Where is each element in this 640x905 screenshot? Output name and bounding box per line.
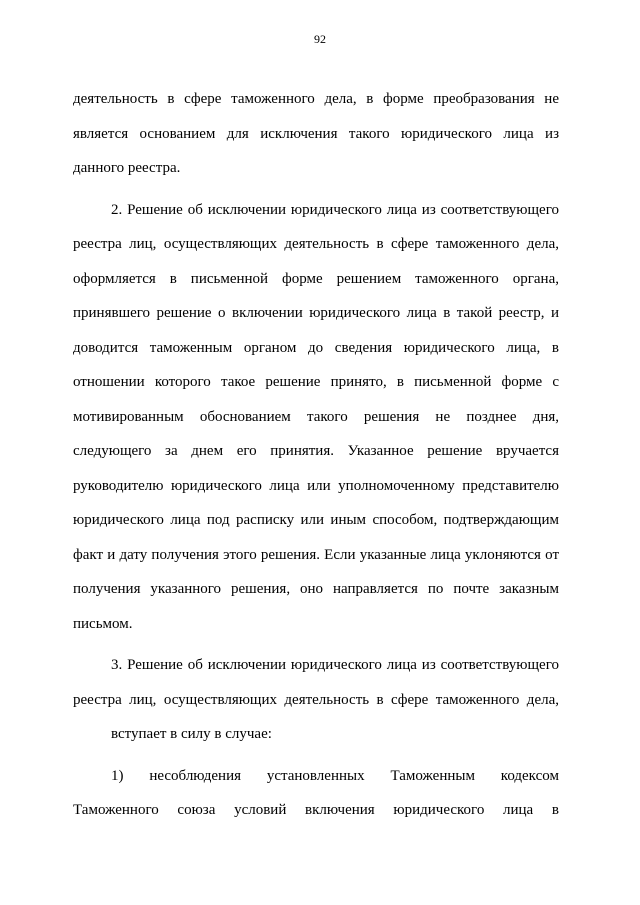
text-line: Таможенного союза условий включения юридического лица в: [73, 802, 559, 818]
text-word: несоблюдения: [149, 767, 241, 784]
text-line: данного реестра.: [73, 160, 181, 176]
text-line: следующего за днем его принятия. Указанное решение вручается: [73, 443, 559, 459]
text-line: вступает в силу в случае:: [111, 726, 272, 742]
text-line: реестра лиц, осуществляющих деятельность в сфере таможенного дела,: [73, 691, 559, 708]
document-body: [73, 82, 559, 828]
text-word: кодексом: [500, 767, 559, 784]
text-line: отношении которого такое решение принято, в письменной форме с: [73, 374, 559, 390]
paragraph-subitem-1: [73, 759, 559, 828]
text-line: факт и дату получения этого решения. Если указанные лица уклоняются от: [73, 546, 559, 563]
text-line: 2. Решение об исключении юридического лица из соответствующего: [111, 201, 559, 218]
text-line: оформляется в письменной форме решением таможенного органа,: [73, 270, 559, 287]
text-line: руководителю юридического лица или уполномоченному представителю: [73, 477, 559, 494]
text-line: 3. Решение об исключении юридического лица из соответствующего: [111, 657, 559, 673]
text-line: принявшего решение о включении юридического лица в такой реестр, и: [73, 305, 559, 321]
text-word: Таможенным: [390, 767, 475, 784]
paragraph-item-2: [73, 193, 559, 642]
text-line: [73, 759, 559, 794]
text-line: получения указанного решения, оно направляется по почте заказным: [73, 581, 559, 597]
text-line: деятельность в сфере таможенного дела, в форме преобразования не: [73, 91, 559, 107]
enum-marker: 1): [111, 767, 124, 784]
paragraph-continuation: [73, 82, 559, 186]
page-number: 92: [314, 32, 326, 46]
text-word: установленных: [266, 767, 365, 784]
text-line: является основанием для исключения такого юридического лица из: [73, 125, 559, 142]
text-line: письмом.: [73, 615, 133, 632]
text-line: реестра лиц, осуществляющих деятельность в сфере таможенного дела,: [73, 236, 559, 252]
paragraph-item-3: [73, 648, 559, 752]
text-line: доводится таможенным органом до сведения юридического лица, в: [73, 339, 559, 356]
text-line: юридического лица под расписку или иным способом, подтверждающим: [73, 512, 559, 528]
text-line: мотивированным обоснованием такого решения не позднее дня,: [73, 408, 559, 425]
